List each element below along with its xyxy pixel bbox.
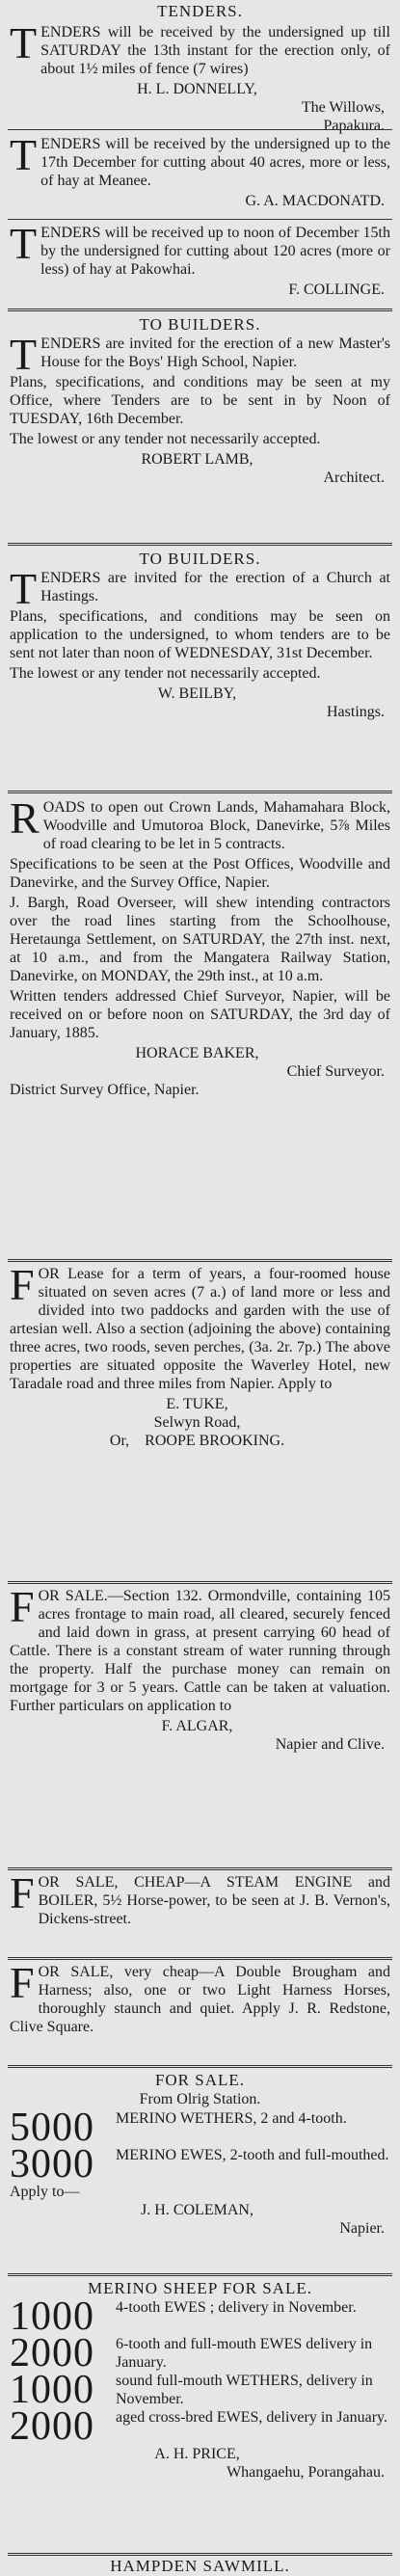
ad-signature-2 [10,1432,390,1450]
ad-body [10,793,390,853]
stock-desc: MERINO WETHERS, 2 and 4-tooth. [116,2110,347,2127]
ad-brougham [10,1958,390,2061]
ad-place: Napier. [339,2220,385,2237]
ad-body: J. Bargh, Road Overseer, will shew intending contractors over the road lines starting from the Schoolhouse, Heretaunga Settlement, on SATURDAY, the 27th inst. next, at 10 a.m., and from the Mangatera Railway Station, Danevirke, on MONDAY, the 29th inst., at 10 a.m. [10,895,390,984]
ad-body [10,564,390,613]
ad-address: Papakura. [323,118,385,134]
stock-count: 2000 [10,2404,94,2449]
ad-text: ENDERS will be received by the undersigned up to the 17th December for cutting about 40 acres, more or less, of hay at Meanee. [40,136,390,189]
ad-body: Written tenders addressed Chief Surveyor, Napier, will be received on or before noon on SATURDAY, the 3rd day of January, 1885. [10,988,390,1041]
or-label: Or, [109,1433,130,1449]
page-title: TENDERS. [157,2,243,20]
ad-text: OR SALE.—Section 132. Ormondville, containing 105 acres frontage to main road, all cleared, securely fenced and laid down in grass, at present carrying 60 head of Cattle. There is a constant stream of water running through the property. Half the purchase money can remain on mortgage for 3 or 5 years. Cattle can be taken at valuation. Further particulars on application to [10,1588,390,1714]
ad-place: Whangaehu, Porangahau. [227,2464,385,2481]
stock-row [10,2331,390,2375]
ad-lamb [10,315,390,539]
dropcap: T [10,330,38,379]
stock-desc: sound full-mouth WETHERS, delivery in November. [116,2373,373,2407]
stock-count: 2000 [10,2331,94,2375]
divider [8,309,392,311]
ad-signature: H. L. DONNELLY, [137,81,257,97]
divider [8,1581,392,1584]
stock-desc: 6-tooth and full-mouth EWES delivery in January. [116,2336,373,2371]
ad-text: ENDERS will be received up to noon of December 15th by the undersigned for cutting about 120 acres (more or less) of hay at Pakowhai. [40,225,390,278]
divider [8,129,392,130]
dropcap: T [10,18,38,67]
ad-signature: HORACE BAKER, [135,1045,259,1061]
ad-heading: MERINO SHEEP FOR SALE. [88,2279,312,2297]
ad-text: OR SALE, CHEAP—A STEAM ENGINE and BOILER, 5½ Horse-power, to be seen at J. B. Vernon's, Dickens-street. [38,1874,390,1927]
ad-text: ENDERS are invited for the erection of a new Master's House for the Boys' High School, Napier. [40,335,390,370]
section-header [10,2,390,21]
ad-olrig-station [10,2071,390,2267]
ad-signature: A. H. PRICE, [154,2446,240,2462]
ad-heading: TO BUILDERS. [139,315,261,334]
stock-desc: 4-tooth EWES ; delivery in November. [116,2299,357,2316]
ad-body [10,219,390,279]
ad-heading: HAMPDEN SAWMILL. [110,2557,290,2575]
ad-signature: W. BEILBY, [157,685,237,702]
ad-donnelly [10,18,390,134]
divider [8,1957,392,1960]
ad-merino-sheep [10,2279,390,2549]
dropcap: F [10,1958,35,2007]
divider [8,1867,392,1870]
ad-body [10,330,390,379]
ad-text: ENDERS are invited for the erection of a Church at Hastings. [40,570,390,604]
stock-count: 1000 [10,2368,94,2412]
ad-body [10,1260,390,1393]
dropcap: R [10,793,40,843]
ad-body [10,18,390,78]
ad-body: Specifications to be seen at the Post Offices, Woodville and Danevirke, and the Survey Office, Napier. [10,856,390,891]
ad-heading: FOR SALE. [154,2071,246,2089]
dropcap: F [10,1260,35,1309]
stock-count: 5000 [10,2106,94,2150]
ad-body: The lowest or any tender not necessarily accepted. [10,431,321,447]
ad-body [10,1958,390,2036]
divider [8,1259,392,1262]
divider [8,2553,392,2556]
divider [8,2065,392,2068]
ad-address: The Willows, [301,99,385,116]
stock-desc: MERINO EWES, 2-tooth and full-mouthed. [116,2147,389,2163]
ad-office: District Survey Office, Napier. [10,1082,200,1098]
ad-collinge [10,219,390,305]
ad-address: Selwyn Road, [153,1414,241,1431]
ad-lease [10,1260,390,1575]
ad-steam-engine [10,1868,390,1952]
divider [8,791,392,793]
ad-text: OR SALE, very cheap—A Double Brougham and Harness; also, one or two Light Harness Horses, thoroughly staunch and quiet. Apply J. R. Redstone, Clive Square. [10,1964,390,2035]
stock-row [10,2404,390,2449]
ad-text: ENDERS will be received by the undersigned up till SATURDAY the 13th instant for the erection only, of about 1½ miles of fence (7 wires) [40,24,390,77]
ad-beilby [10,550,390,785]
ad-signature: ROBERT LAMB, [141,451,253,468]
ad-body: Plans, specifications, and conditions may be seen on application to the undersigned, to whom tenders are to be sent not later than noon of WEDNESDAY, 31st December. [10,608,390,661]
ad-signature: E. TUKE, [166,1396,228,1412]
ad-roads [10,793,390,1253]
ad-title: Architect. [323,470,385,486]
ad-name: ROOPE BROOKING. [145,1433,285,1449]
ad-body [10,130,390,190]
ad-place: Napier and Clive. [275,1736,385,1753]
dropcap: F [10,1868,35,1918]
ad-signature: G. A. MACDONATD. [245,193,385,209]
stock-row [10,2106,390,2150]
ad-body: Plans, specifications, and conditions may be seen at my Office, where Tenders are to be sent in by Noon of TUESDAY, 16th December. [10,374,390,427]
dropcap: T [10,130,38,179]
stock-row [10,2368,390,2412]
ad-text: OADS to open out Crown Lands, Mahamahara Block, Woodville and Umutoroa Block, Danevirke, 5⅞ Miles of road clearing to be let in 5 contracts. [42,799,390,852]
ad-subheading: From Olrig Station. [139,2091,261,2107]
stock-count: 3000 [10,2142,94,2187]
ad-macdonatd [10,130,390,214]
ad-heading: TO BUILDERS. [139,550,261,568]
ad-signature: F. ALGAR, [161,1718,233,1734]
divider [8,219,392,220]
ad-ormondville [10,1582,390,1863]
ad-place: Hastings. [327,704,385,720]
ad-hampden-sawmill [10,2557,390,2576]
ad-text: OR Lease for a term of years, a four-roomed house situated on seven acres (7 a.) of land more or less and divided into two paddocks and garden with the use of artesian well. Also a section (adjoining the above) containing three acres, two roods, seven perches, (3a. 2r. 7p.) The above properties are situated opposite the Waverley Hotel, new Taradale road and three miles from Napier. Apply to [10,1266,390,1392]
stock-row [10,2142,390,2187]
ad-body [10,1582,390,1715]
ad-signature: J. H. COLEMAN, [141,2202,253,2218]
apply-label: Apply to— [10,2184,80,2200]
divider [8,543,392,546]
stock-row [10,2294,390,2339]
ad-title: Chief Surveyor. [286,1063,385,1080]
dropcap: T [10,219,38,268]
dropcap: T [10,564,38,613]
divider [8,2273,392,2276]
ad-body: The lowest or any tender not necessarily accepted. [10,665,321,682]
ad-body [10,1868,390,1928]
dropcap: F [10,1582,35,1631]
stock-desc: aged cross-bred EWES, delivery in January. [116,2409,387,2426]
ad-signature: F. COLLINGE. [288,282,385,298]
stock-count: 1000 [10,2294,94,2339]
